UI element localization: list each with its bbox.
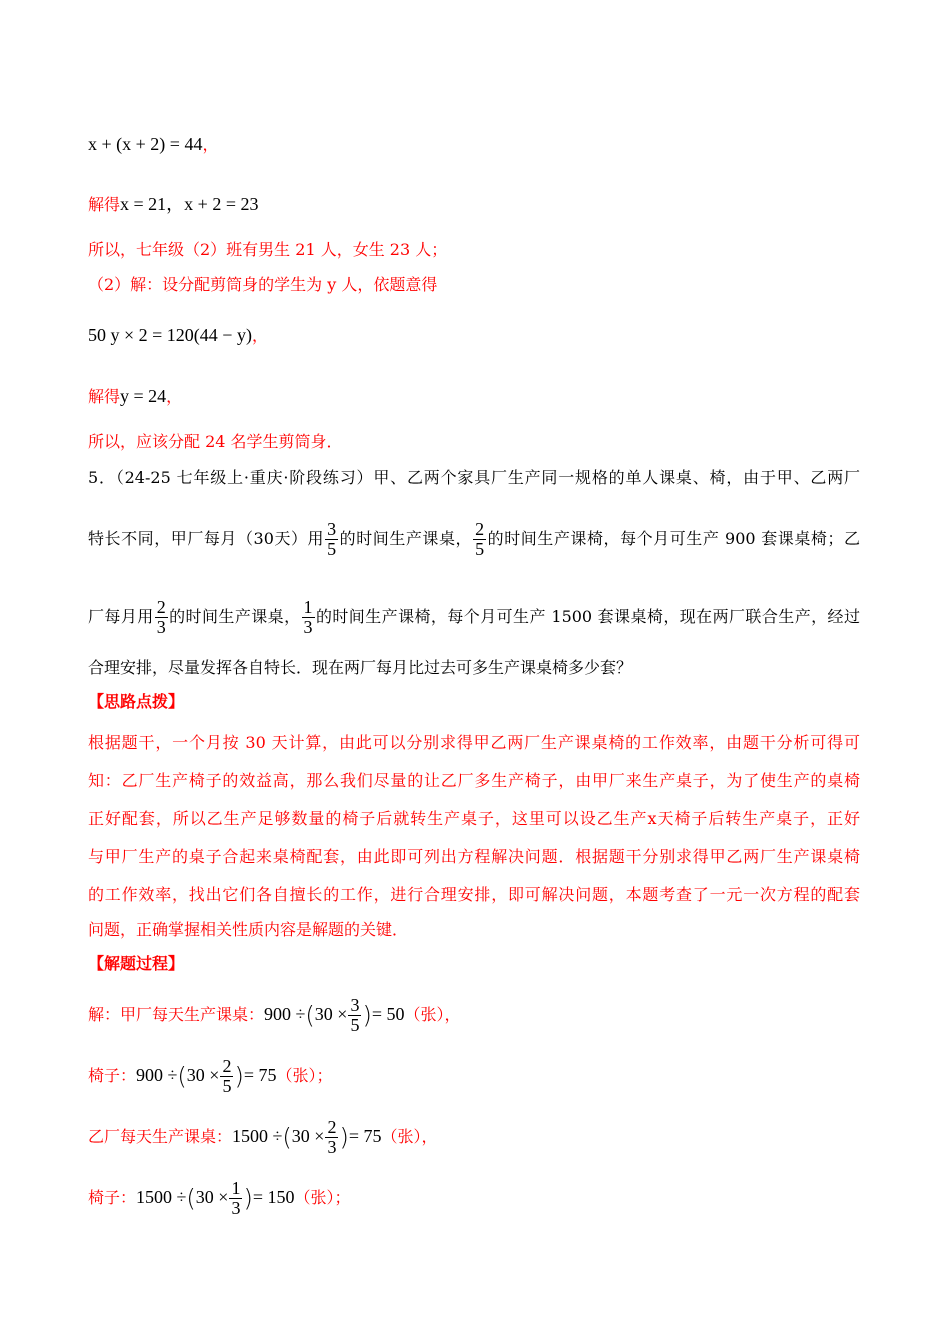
analysis-line-5: 的工作效率，找出它们各自擅长的工作，进行合理安排，即可解决问题，本题考查了一元一次方程的配套 (88, 885, 860, 904)
problem-text: 的时间生产课椅，每个月可生产 1500 套课桌椅，现在两厂联合生产，经过 (315, 607, 860, 626)
problem-number: 5． (88, 468, 116, 487)
problem-text: 特长不同，甲厂每月（30天）用 (88, 529, 325, 548)
problem-5-line-3 (88, 598, 860, 637)
paren-open: ( (282, 1123, 292, 1152)
denominator: 5 (350, 1015, 360, 1035)
analysis-line-6: 问题，正确掌握相关性质内容是解题的关键． (88, 920, 409, 939)
paren-close: ) (339, 1123, 349, 1152)
paren-close: ) (234, 1062, 244, 1091)
solution-step-1 (88, 996, 460, 1035)
step-label: 解：甲厂每天生产课桌： (88, 1005, 265, 1024)
analysis-heading: 【思路点拨】 (88, 692, 185, 711)
denominator: 5 (222, 1076, 232, 1096)
conclusion-line-1: 所以，七年级（2）班有男生 21 人，女生 23 人； (88, 240, 448, 259)
problem-text: 的时间生产课桌， (339, 529, 473, 548)
problem-5-line-1 (88, 459, 860, 497)
math-part: = 150 (252, 1187, 295, 1207)
numerator: 3 (327, 519, 337, 539)
fraction-1-3 (302, 598, 315, 637)
solve-prefix: 解得 (88, 387, 121, 406)
fraction-2-3 (155, 598, 168, 637)
fraction-1-3 (229, 1179, 242, 1218)
equation-line-1 (88, 132, 218, 157)
equation-line-2 (88, 323, 268, 348)
numerator: 2 (475, 519, 485, 539)
paren-open: ( (186, 1184, 196, 1213)
paren-close: ) (243, 1184, 253, 1213)
numerator: 1 (231, 1178, 241, 1198)
numerator: 2 (327, 1117, 337, 1137)
math-part: 1500 ÷ (136, 1187, 187, 1207)
math-part: 30 × (186, 1065, 220, 1085)
math-part: 900 ÷ (264, 1004, 306, 1024)
solution-step-4 (88, 1179, 350, 1218)
problem-text: 厂每月用 (88, 607, 154, 626)
fraction-2-5 (220, 1057, 233, 1096)
fraction-2-3 (325, 1118, 338, 1157)
denominator: 3 (231, 1198, 241, 1218)
denominator: 3 (303, 617, 313, 637)
denominator: 5 (327, 539, 337, 559)
paren-open: ( (305, 1001, 315, 1030)
solution-step-3 (88, 1118, 437, 1157)
math-part: = 50 (371, 1004, 405, 1024)
math-part: = 75 (243, 1065, 277, 1085)
conclusion-line-2: 所以，应该分配 24 名学生剪筒身． (88, 432, 343, 451)
problem-text: 甲、乙两个家具厂生产同一规格的单人课桌、椅，由于甲、乙两厂 (373, 468, 860, 487)
numerator: 2 (156, 597, 166, 617)
unit: （张）， (404, 1005, 461, 1024)
denominator: 5 (475, 539, 485, 559)
solve-prefix: 解得 (88, 195, 121, 214)
math-part: = 75 (348, 1126, 382, 1146)
solution-heading: 【解题过程】 (88, 954, 185, 973)
paren-close: ) (362, 1001, 372, 1030)
analysis-line-4: 与甲厂生产的桌子合起来桌椅配套，由此即可列出方程解决问题．根据题干分别求得甲乙两厂生产课桌椅 (88, 847, 860, 866)
denominator: 3 (327, 1137, 337, 1157)
solve-result-y: y = 24 (120, 386, 167, 406)
step-label: 椅子： (88, 1188, 137, 1207)
equation-cutting: 50 y × 2 = 120(44 − y) (88, 325, 252, 345)
step-label: 椅子： (88, 1066, 137, 1085)
paren-open: ( (177, 1062, 187, 1091)
analysis-line-2: 知：乙厂生产椅子的效益高，那么我们尽量的让乙厂多生产椅子，由甲厂来生产桌子，为了使生产的桌椅 (88, 771, 860, 790)
math-part: 900 ÷ (136, 1065, 178, 1085)
problem-5-line-4: 合理安排，尽量发挥各自特长．现在两厂每月比过去可多生产课桌椅多少套？ (88, 658, 633, 677)
problem-source: （24-25 七年级上·重庆·阶段练习） (115, 468, 374, 487)
equation-sum-ages: x + (x + 2) = 44 (88, 134, 203, 154)
solve-line-2 (88, 384, 182, 409)
numerator: 3 (350, 995, 360, 1015)
punct: ， (166, 387, 183, 406)
analysis-line-1: 根据题干，一个月按 30 天计算，由此可以分别求得甲乙两厂生产课桌椅的工作效率，由题干分析可得可 (88, 733, 860, 752)
solution-step-2 (88, 1057, 332, 1096)
part2-setup: （2）解：设分配剪筒身的学生为 y 人，依题意得 (88, 275, 438, 294)
problem-5-line-2 (88, 520, 860, 559)
math-part: 30 × (291, 1126, 325, 1146)
math-part: 1500 ÷ (232, 1126, 283, 1146)
punct: ， (202, 135, 219, 154)
unit: （张）， (381, 1127, 438, 1146)
unit: （张）； (294, 1188, 351, 1207)
math-part: 30 × (314, 1004, 348, 1024)
fraction-3-5 (325, 520, 338, 559)
punct: ， (251, 326, 268, 345)
math-part: 30 × (195, 1187, 229, 1207)
numerator: 2 (222, 1056, 232, 1076)
fraction-2-5 (473, 520, 486, 559)
problem-text: 的时间生产课椅，每个月可生产 900 套课桌椅；乙 (487, 529, 860, 548)
numerator: 1 (303, 597, 313, 617)
step-label: 乙厂每天生产课桌： (88, 1127, 233, 1146)
fraction-3-5 (348, 996, 361, 1035)
analysis-line-3: 正好配套，所以乙生产足够数量的椅子后就转生产桌子，这里可以设乙生产x天椅子后转生产桌子，正好 (88, 809, 860, 828)
problem-text: 的时间生产课桌， (168, 607, 301, 626)
solve-line-1 (88, 192, 258, 217)
unit: （张）； (276, 1066, 333, 1085)
solve-result-x: x = 21，x + 2 = 23 (120, 194, 259, 214)
denominator: 3 (156, 617, 166, 637)
